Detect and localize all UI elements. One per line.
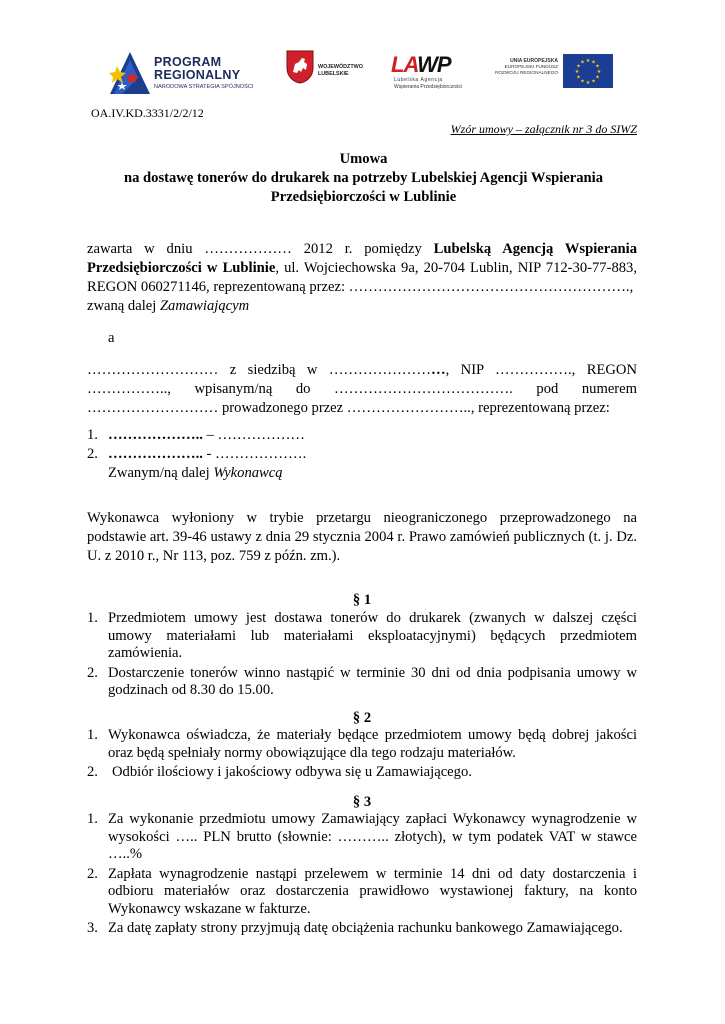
lubelskie-coat-of-arms-icon — [286, 50, 314, 84]
list-item — [87, 727, 637, 762]
list-item — [87, 665, 637, 700]
lubelskie-line: LUBELSKIE — [318, 71, 349, 77]
lawp-logo — [391, 48, 471, 98]
item-number: 1. — [87, 610, 98, 626]
wojewodztwo-line: WOJEWÓDZTWO — [318, 64, 363, 70]
item-text: Wykonawca oświadcza, że materiały będące przedmiotem umowy będą dobrej jakości oraz będą spełniały normy obowiązujące dla tego rodzaju materiałów. — [108, 727, 637, 761]
item-number: 1. — [87, 811, 98, 827]
program-line: PROGRAM — [154, 55, 222, 69]
narodowa-strategia-text: NARODOWA STRATEGIA SPÓJNOŚCI — [154, 84, 254, 90]
program-regionalny-text — [154, 56, 240, 82]
list-item — [87, 920, 637, 938]
item-text: Dostarczenie tonerów winno nastąpić w terminie 30 dni od dnia podpisania umowy w godzinach od 8.30 do 15.00. — [108, 664, 637, 698]
logo-bar — [108, 48, 620, 98]
p2-line-1-text: ……………………… z siedzibą w ………………… — [87, 362, 431, 378]
item-number: 2. — [87, 664, 98, 681]
regionalny-line: REGIONALNY — [154, 68, 241, 82]
eu-star-icon: ★ — [595, 64, 600, 70]
p1-text-c: , ul. Wojciechowska 9a, 20-704 Lublin, NIP 712-30-77-883, REGON 060271146, reprezentowaną przez: …………………………………………………., — [87, 260, 637, 295]
list-number: 1. — [87, 427, 98, 443]
eu-star-icon: ★ — [595, 75, 600, 81]
lawp-subtitle-1: Lubelska Agencja — [394, 77, 443, 83]
representatives-list — [87, 426, 637, 483]
item-text: Za datę zapłaty strony przyjmują datę obciążenia rachunku bankowego Zamawiającego. — [108, 920, 623, 936]
eu-star-icon: ★ — [574, 70, 580, 75]
lawp-red-letters: LA — [391, 52, 418, 77]
eu-star-icon: ★ — [585, 59, 591, 64]
eu-star-icon: ★ — [580, 60, 585, 66]
contractor-paragraph — [87, 361, 637, 418]
eu-star-icon: ★ — [591, 60, 596, 66]
title-line-1: Umowa — [339, 151, 388, 167]
section-2-list — [87, 727, 637, 782]
section-2-heading: § 2 — [352, 710, 372, 726]
agency-name: Lubelską Agencją Wspierania Przedsiębiorczości w Lublinie — [87, 241, 638, 276]
eu-star-icon: ★ — [576, 64, 581, 70]
ue-text — [490, 58, 558, 76]
section-3-heading: § 3 — [352, 794, 372, 810]
list-item — [87, 610, 637, 663]
item-number: 2. — [87, 865, 98, 882]
item-text: Odbiór ilościowy i jakościowy odbywa się u Zamawiającego. — [112, 764, 472, 780]
title-line-2: na dostawę tonerów do drukarek na potrzeby Lubelskiej Agencji Wspierania — [123, 170, 604, 186]
section-3-list — [87, 811, 637, 938]
eu-star-icon: ★ — [580, 79, 585, 85]
list-item — [87, 764, 637, 782]
p2-line-3: ……………………… prowadzonego przez …………………….., reprezentowaną przez: — [87, 400, 610, 416]
item-text: Przedmiotem umowy jest dostawa tonerów do drukarek (zwanych w dalszej części umowy materiałami lub materiałami eksploatacyjnymi) będących przedmiotem zamówienia. — [108, 610, 637, 661]
list-number: 2. — [87, 446, 98, 462]
list-placeholder-bold: ……………….. — [108, 427, 203, 443]
section-1-heading: § 1 — [352, 592, 372, 608]
list-placeholder-bold: ……………….. — [108, 446, 203, 462]
eu-star-icon: ★ — [585, 81, 591, 86]
wykonawca-term: Wykonawcą — [213, 465, 283, 481]
attachment-note: Wzór umowy – załącznik nr 3 do SIWZ — [450, 122, 637, 136]
lawp-subtitle-2: Wspierania Przedsiębiorczości — [394, 84, 463, 90]
p1-text-a: zawarta w dniu ……………… 2012 r. pomiędzy — [87, 241, 434, 257]
item-number: 1. — [87, 727, 98, 743]
section-1-list — [87, 610, 637, 700]
list-item — [87, 866, 637, 919]
zwanym-line — [87, 464, 637, 483]
item-text: Zapłata wynagrodzenie nastąpi przelewem w terminie 14 dni od daty dostarczenia i odbioru materiałów oraz dostarczenia prawidłowo wystawionej faktury, na konto Wykonawcy wskazane w fakturze. — [108, 865, 637, 917]
parties-paragraph — [87, 240, 637, 316]
eu-star-icon: ★ — [596, 70, 602, 75]
item-number: 3. — [87, 920, 98, 936]
eu-flag-icon — [563, 54, 613, 88]
list-item — [87, 811, 637, 864]
item-text: Za wykonanie przedmiotu umowy Zamawiający zapłaci Wykonawcy wynagrodzenie w wysokości ….. PLN brutto (słownie: ……….. złotych), w tym podatek VAT w stawce …..% — [108, 811, 637, 862]
list-item — [87, 426, 637, 445]
program-regionalny-emblem — [108, 48, 152, 96]
list-placeholder: - ………………. — [202, 446, 307, 462]
conjunction-a: a — [108, 330, 115, 346]
document-reference: OA.IV.KD.3331/2/2/12 — [91, 106, 204, 120]
ue-line-2: EUROPEJSKI FUNDUSZ — [504, 64, 558, 69]
ue-line-3: ROZWOJU REGIONALNEGO — [494, 70, 558, 75]
p2-line-1-nip: , NIP ……………., REGON — [445, 362, 637, 378]
zwanym-text: Zwanym/ną dalej — [108, 465, 214, 481]
ue-line-1: UNIA EUROPEJSKA — [510, 58, 558, 64]
wojewodztwo-text — [318, 64, 363, 78]
eu-star-icon: ★ — [576, 75, 581, 81]
legal-basis-paragraph: Wykonawca wyłoniony w trybie przetargu nieograniczonego przeprowadzonego na podstawie art. 39-46 ustawy z dnia 29 stycznia 2004 r. Prawo zamówień publicznych (t. j. Dz. U. z 2010 r., Nr 113, poz. 759 z późn. zm.). — [87, 510, 637, 564]
lawp-black-letters: WP — [417, 52, 451, 77]
document-title — [90, 150, 637, 207]
zamawiajacy-term: Zamawiającym — [159, 298, 250, 314]
ue-logo — [490, 48, 620, 98]
p2-line-1-bold: … — [431, 362, 446, 378]
title-line-3: Przedsiębiorczości w Lublinie — [270, 189, 457, 205]
p1-text-d: zwaną dalej — [87, 298, 160, 314]
lawp-wordmark — [391, 52, 451, 78]
wojewodztwo-lubelskie-logo — [286, 48, 376, 98]
eu-star-icon: ★ — [591, 79, 596, 85]
item-number: 2. — [87, 764, 98, 780]
list-item — [87, 445, 637, 464]
list-placeholder: – ……………… — [202, 427, 306, 443]
program-regionalny-logo — [108, 48, 268, 98]
p2-line-2: …………….., wpisanym/ną do ………………………………. pod numerem — [87, 381, 637, 397]
p2-line-1 — [87, 361, 637, 380]
